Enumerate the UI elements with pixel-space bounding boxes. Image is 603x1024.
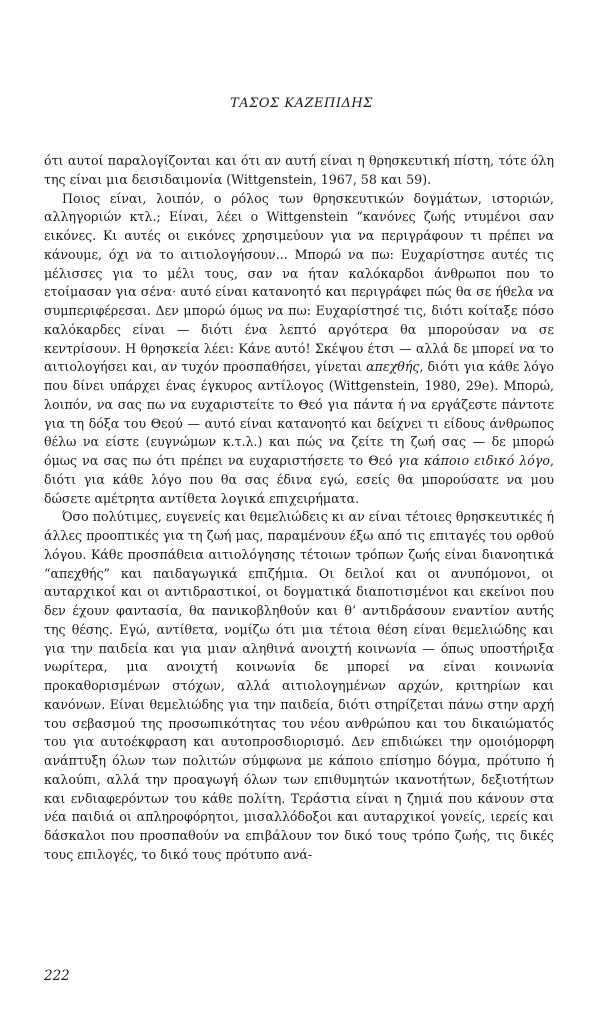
text-run: Ποιος είναι, λοιπόν, ο ρόλος των θρησκευτικών δογμάτων, ιστοριών, αλληγοριών κτλ.; Είναι, λέει ο Wittgenstein “κανόνες ζωής ντυμένοι σαν εικόνες. Κι αυτές οι εικόνες χρησιμεύουν για να περιγράφουν τι πρέπει να κάνουμε, όχι να το αιτιολογήσουν... Μπορώ να πω: Ευχαρίστησε αυτές τις μέλισσες για το μέλι τους, σαν να ήταν καλόκαρδοι άνθρωποι που το ετοίμασαν για σένα· αυτό είναι κατανοητό και περιγράφει πώς θα σε ήθελα να συμπεριφέρεσαι. Δεν μπορώ όμως να πω: Ευχαρίστησέ τις, διότι κοίταξε πόσο καλόκαρδες είναι — διότι ένα λεπτό αργότερα θα μπορούσαν να σε κεντρίσουν. Η θρησκεία λέει: Κάνε αυτό! Σκέψου έτσι — αλλά δε μπορεί να το αιτιολογήσει και, αν τυχόν προσπαθήσει, γίνεται — [44, 190, 554, 375]
text-run: , διότι για κάθε λόγο που δίνει υπάρχει ένας έγκυρος αντίλογος (Wittgenstein, 1980, 29e). Μπορώ, λοιπόν, να σας πω να ευχαριστείτε το Θεό για πάντα ή να εργάζεστε πάντοτε για τη δόξα του Θεού — αυτό είναι κατανοητό και δείχνει τι είδους άνθρωπος θέλω να είστε (ευγνώμων κ.τ.λ.) και πώς να ζείτε τη ζωή σας — δε μπορώ όμως να σας πω ότι πρέπει να ευχαριστήσετε το Θεό — [44, 359, 554, 468]
text-run: , διότι για κάθε λόγο που θα σας έδινα εγώ, εσείς θα μπορούσατε να μου δώσετε αμέτρητα αντίθετα λογικά επιχειρήματα. — [44, 453, 554, 506]
italic-text: απεχθής — [366, 359, 420, 375]
page-number: 222 — [44, 968, 70, 984]
text-run: Όσο πολύτιμες, ευγενείς και θεμελιώδεις κι αν είναι τέτοιες θρησκευτικές ή άλλες προοπτικές για τη ζωή μας, παραμένουν έξω από τις επιταγές του ορθού λόγου. Κάθε προσπάθεια αιτιολόγησης τέτοιων τρόπων ζωής είναι διανοητικά “απεχθής” και παιδαγωγικά επιζήμια. Οι δειλοί και οι ανυπόμονοι, οι αυταρχικοί και οι αντιδραστικοί, οι δογματικά διαποτισμένοι και εκείνοι που δεν έχουν φαντασία, θα πανικοβληθούν και θ’ αντιδράσουν εναντίον αυτής της θέσης. Εγώ, αντίθετα, νομίζω ότι μια τέτοια θέση είναι θεμελιώδης και για την παιδεία και για μιαν αληθινά ανοιχτή κοινωνία — όπως υποστήριξα νωρίτερα, μια ανοιχτή κοινωνία δε μπορεί να είναι κοινωνία προκαθορισμένων στόχων, αλλά αιτιολογημένων αρχών, κριτηρίων και κανόνων. Είναι θεμελιώδης για την παιδεία, διότι στηρίζεται πάνω στην αρχή του σεβασμού της προσωπικότητας του νέου ανθρώπου και του δικαιώματός του για αυτοέκφραση και αυτοπροσδιορισμό. Δεν επιδιώκει την ομοιόμορφη ανάπτυξη όλων των πολιτών σύμφωνα με κάποιο επίσημο δόγμα, πρότυπο ή καλούπι, αλλά την προαγωγή όλων των επιθυμητών ικανοτήτων, δεξιοτήτων και ενδιαφερόντων του κάθε πολίτη. Τεράστια είναι η ζημιά που κάνουν στα νέα παιδιά οι απληροφόρητοι, μισαλλόδοξοι και αυταρχικοί γονείς, ιερείς και δάσκαλοι που προσπαθούν να επιβάλουν τον δικό τους τρόπο ζωής, τις δικές τους επιλογές, το δικό τους πρότυπο ανά- — [44, 509, 554, 862]
running-header: ΤΑΣΟΣ ΚΑΖΕΠΙΔΗΣ — [230, 96, 373, 111]
body-text — [44, 152, 554, 865]
paragraph-3 — [44, 508, 554, 864]
text-run: ότι αυτοί παραλογίζονται και ότι αν αυτή είναι η θρησκευτική πίστη, τότε όλη της είναι μια δεισιδαιμονία (Wittgenstein, 1967, 58 και 59). — [44, 153, 554, 187]
paragraph-2 — [44, 190, 554, 509]
italic-text: για κάποιο ειδικό λόγο — [397, 453, 550, 468]
paragraph-1 — [44, 152, 554, 190]
